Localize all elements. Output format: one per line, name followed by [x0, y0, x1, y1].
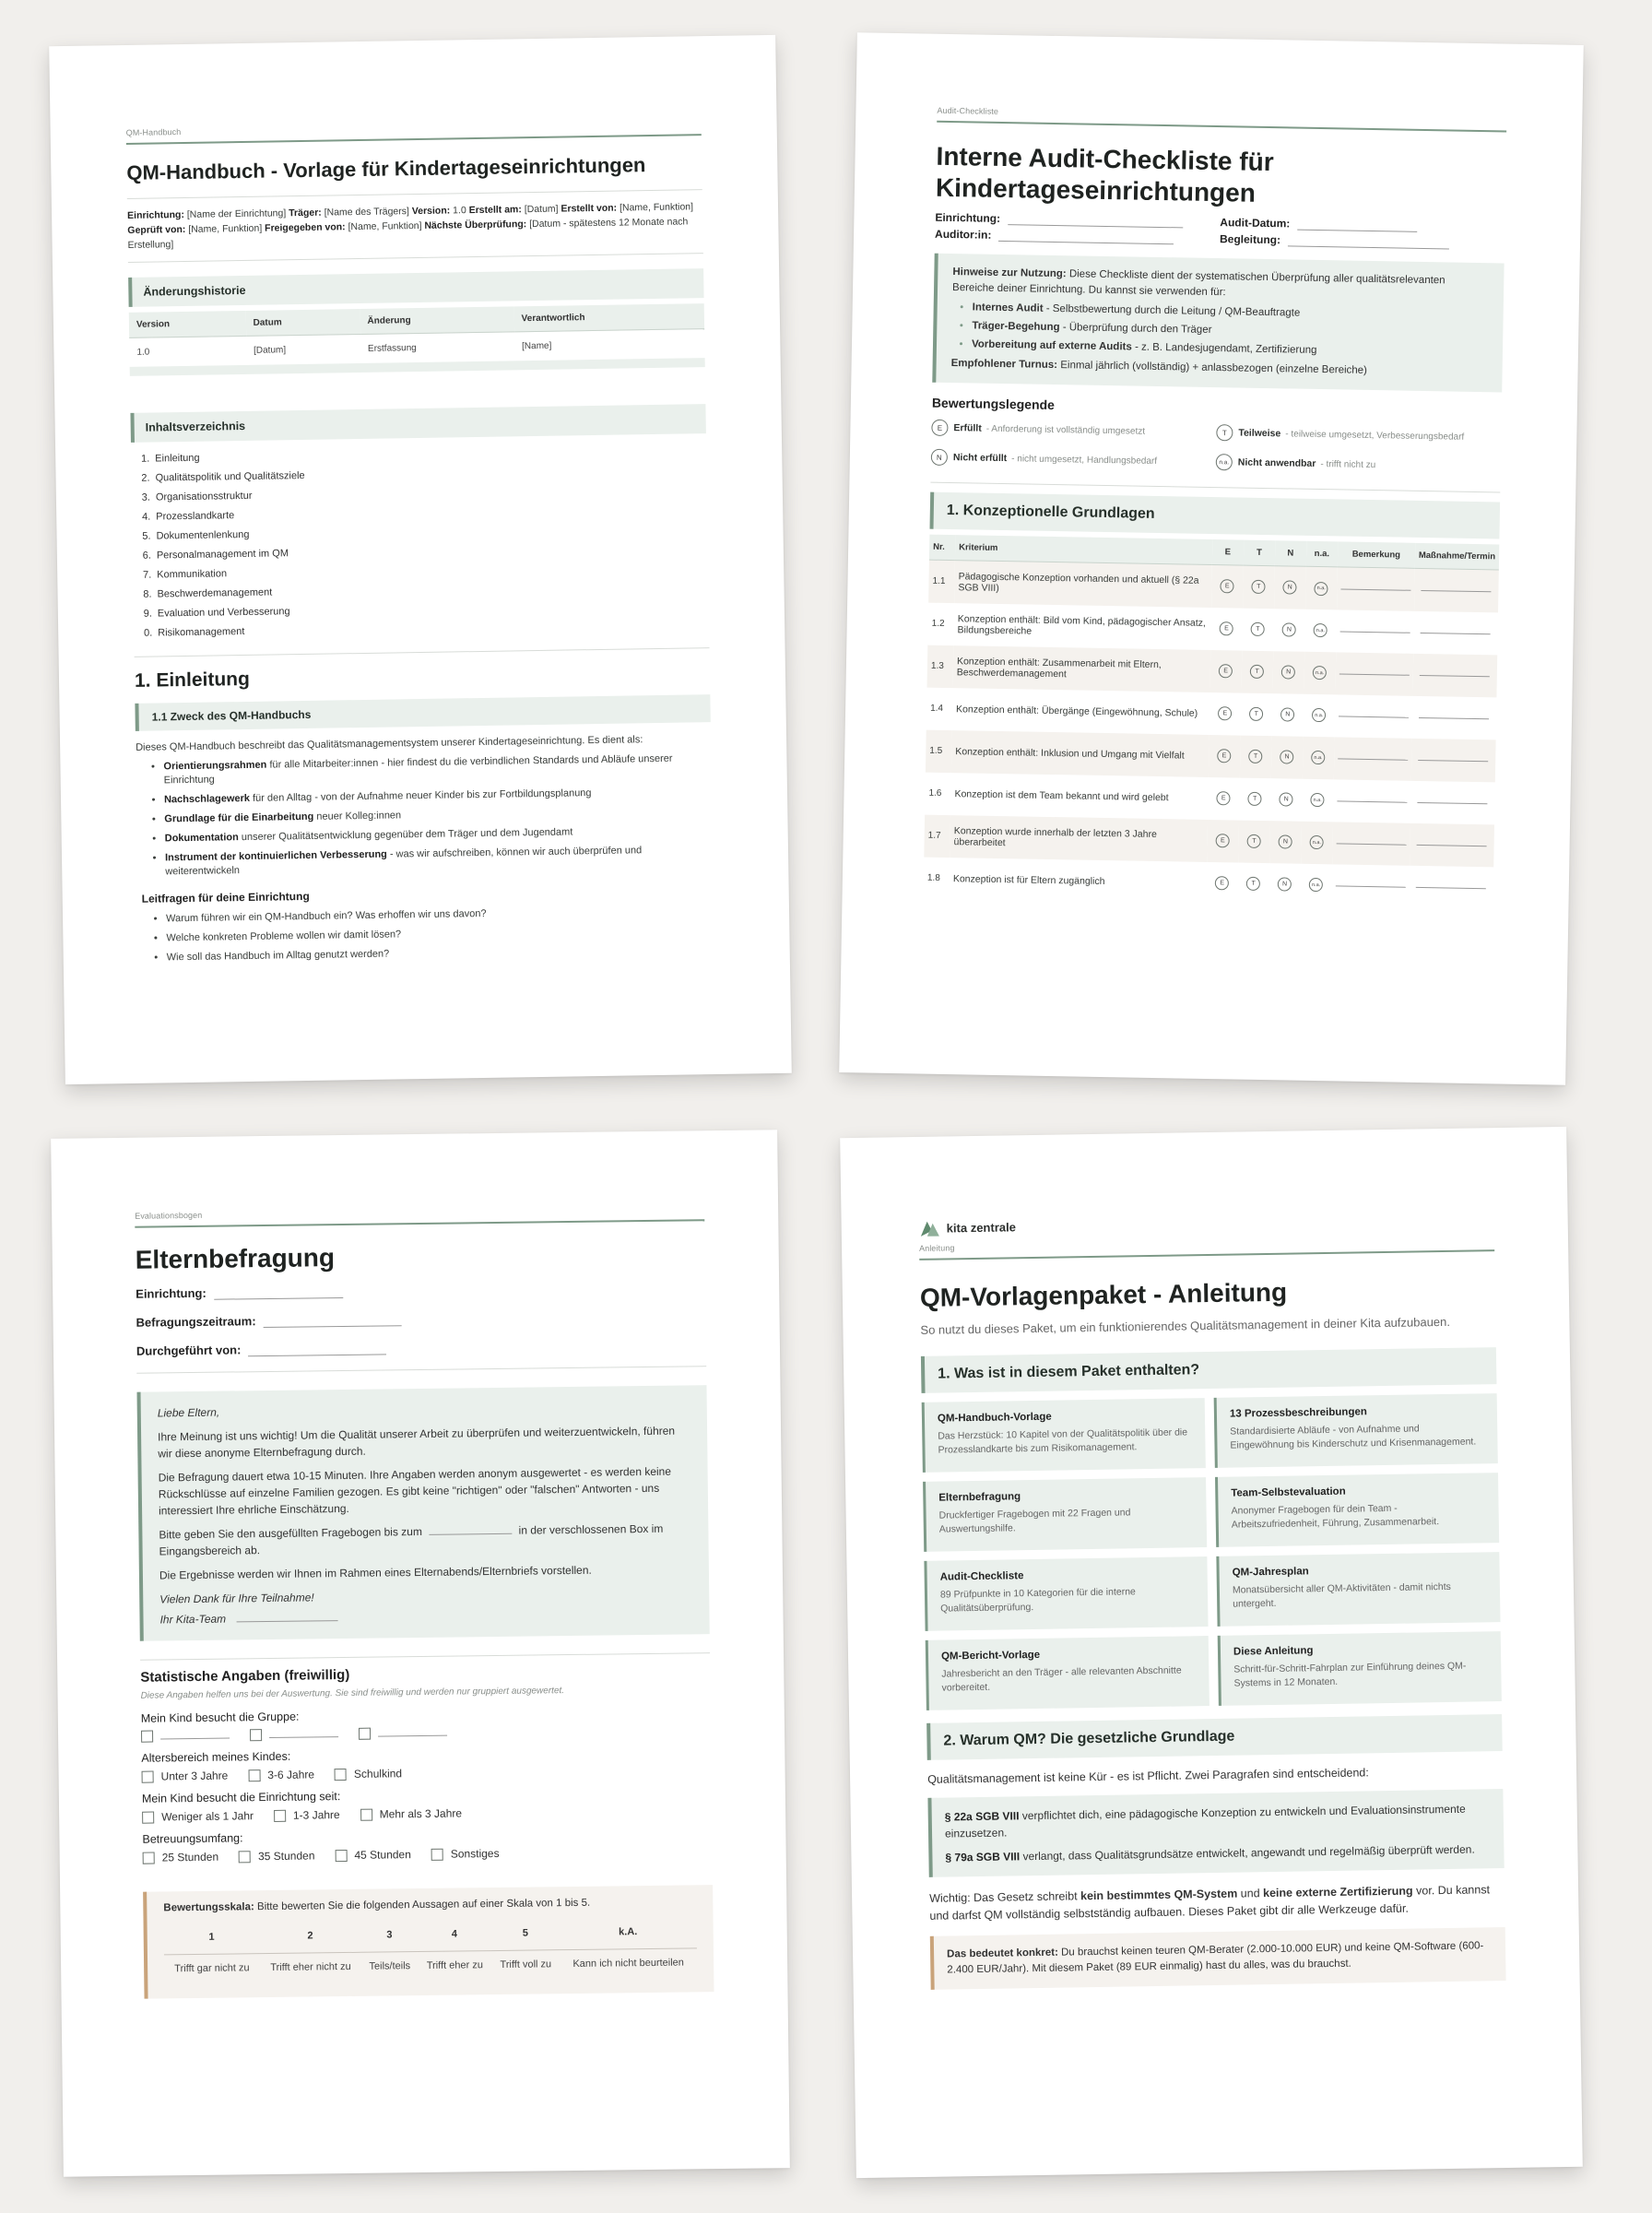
header-rule	[135, 1219, 704, 1228]
table-row: 1.0 [Datum] Erstfassung [Name]	[136, 340, 552, 358]
table-of-contents	[135, 444, 709, 647]
page-title: Interne Audit-Checkliste für Kindertageseinrichtungen	[935, 141, 1274, 207]
divider	[127, 189, 702, 199]
rating-e[interactable]: E	[1218, 706, 1232, 720]
rating-na[interactable]: n.a.	[1315, 581, 1328, 595]
checkbox[interactable]	[141, 1731, 153, 1743]
blank-line[interactable]	[1288, 233, 1449, 249]
field-einrichtung: Einrichtung:	[136, 1280, 705, 1301]
rating-scale: Bewertungsskala: Bitte bewerten Sie die folgenden Aussagen auf einer Skala von 1 bis 5. 1 2 3 4 5 k.A. Trifft gar nicht zu Trifft eher nicht zu Teils/teils Trifft eher zu Trifft voll zu Kann ich nicht beurteilen	[143, 1885, 714, 1999]
question-age: Altersbereich meines Kindes:	[141, 1749, 291, 1765]
option[interactable]: 35 Stunden	[239, 1849, 315, 1863]
field-auditor: Auditor:in:	[935, 228, 1220, 245]
content-card: QM-Handbuch-Vorlage Das Herzstück: 10 Kapitel von der Qualitätspolitik über die Prozesslandkarte bis zum Risikomanagement.	[922, 1398, 1206, 1473]
table-header: N	[1275, 540, 1306, 566]
remark-line[interactable]	[1336, 842, 1406, 845]
checkbox[interactable]	[431, 1848, 443, 1860]
purpose-list	[163, 751, 713, 879]
table-row: 1.3 Konzeption enthält: Zusammenarbeit mit Eltern, Beschwerdemanagement E T N n.a.	[927, 645, 1498, 697]
table-row: 1.6 Konzeption ist dem Team bekannt und wird gelebt E T N n.a.	[925, 772, 1495, 824]
scale-label: Trifft voll zu	[500, 1959, 552, 1970]
toc-item[interactable]: 0. Risikomanagement	[143, 626, 245, 639]
list-item: • Orientierungsrahmen für alle Mitarbeiter:innen - hier findest du die verbindlichen Standards und Abläufe unserer Einrichtung	[163, 751, 711, 787]
blank-line[interactable]	[160, 1733, 230, 1739]
divider	[140, 1652, 710, 1661]
option[interactable]: 1-3 Jahre	[274, 1808, 340, 1822]
stat-hint: Diese Angaben helfen uns bei der Auswertung. Sie sind freiwillig und werden nur gruppiert ausgewertet.	[140, 1686, 565, 1701]
age-options	[142, 1763, 712, 1783]
subsection-heading: 1.1 Zweck des QM-Handbuchs	[135, 694, 710, 731]
toc-item[interactable]: 2. Qualitätspolitik und Qualitätsziele	[141, 469, 305, 484]
measure-line[interactable]	[1417, 843, 1487, 846]
rating-na[interactable]: n.a.	[1313, 666, 1327, 680]
section-heading: 1. Was ist in diesem Paket enthalten?	[921, 1347, 1497, 1393]
table-header: Maßnahme/Termin	[1415, 543, 1500, 570]
content-card: 13 Prozessbeschreibungen Standardisierte Abläufe - von Aufnahme und Eingewöhnung bis Kinderschutz und Krisenmanagement.	[1214, 1393, 1498, 1468]
toc-heading: Inhaltsverzeichnis	[130, 404, 705, 443]
scale-label: Teils/teils	[369, 1960, 411, 1972]
field-zeitraum: Befragungszeitraum:	[136, 1308, 706, 1330]
option[interactable]: 25 Stunden	[143, 1851, 219, 1864]
table-header: Kriterium	[955, 535, 1212, 564]
toc-item[interactable]: 4. Prozesslandkarte	[141, 510, 235, 523]
scale-label: Kann ich nicht beurteilen	[572, 1957, 684, 1970]
blank-line[interactable]	[214, 1287, 343, 1300]
scale-table	[164, 1920, 698, 1983]
toc-item[interactable]: 6. Personalmanagement im QM	[142, 548, 289, 562]
rating-t[interactable]: T	[1248, 750, 1262, 763]
checkbox[interactable]	[335, 1768, 347, 1780]
concrete-box: Das bedeutet konkret: Du brauchst keinen teuren QM-Berater (2.000-10.000 EUR) und keine QM-Software (600-2.400 EUR/Jahr). Mit diesem Paket (89 EUR einmalig) hast du alles, was du brauchst.	[930, 1927, 1506, 1990]
list-item: • Dokumentation unserer Qualitätsentwicklung gegenüber dem Träger und dem Jugendamt	[165, 823, 713, 846]
brand-logo: kita zentrale	[919, 1209, 1494, 1238]
table-header: Verantwortlich	[513, 303, 704, 332]
table-header: n.a.	[1306, 541, 1338, 567]
measure-line[interactable]	[1419, 716, 1489, 718]
table-header: Nr.	[929, 535, 955, 561]
measure-line[interactable]	[1419, 758, 1489, 761]
page-anleitung	[840, 1127, 1583, 2178]
rating-t[interactable]: T	[1247, 834, 1261, 848]
rating-na[interactable]: n.a.	[1310, 835, 1324, 849]
legend-item: T Teilweise - teilweise umgesetzt, Verbesserungsbedarf	[1216, 424, 1501, 445]
blank-line[interactable]	[998, 229, 1174, 244]
checkbox[interactable]	[142, 1770, 154, 1782]
document-meta: Einrichtung: [Name der Einrichtung] Träger: [Name des Trägers] Version: 1.0 Erstellt am: [Datum] Erstellt von: [Name, Funktion] Geprüft von: [Name, Funktion] Freigegeben von: [Name, Funktion] Nächste Überprüfung: [Datum - spätestens 12 Monate nach Erstellung]	[127, 201, 694, 251]
remark-line[interactable]	[1340, 587, 1410, 590]
measure-line[interactable]	[1418, 800, 1488, 803]
list-item: • Welche konkreten Probleme wollen wir damit lösen?	[166, 923, 714, 945]
rating-na[interactable]: n.a.	[1314, 623, 1328, 637]
page-subtitle: So nutzt du dieses Paket, um ein funktionierendes Qualitätsmanagement in deiner Kita aufzubauen.	[920, 1314, 1451, 1337]
table-header: Version	[129, 311, 246, 337]
blank-line[interactable]	[429, 1525, 512, 1535]
page-audit-checklist	[839, 32, 1584, 1085]
important-text: Wichtig: Das Gesetz schreibt kein bestimmtes QM-System und keine externe Zertifizierung vor. Du kannst und darfst QM vollständig selbstständig aufbauen. Dieses Paket gibt dir alle Werkzeuge dafür.	[929, 1883, 1491, 1923]
scale-label: Trifft eher nicht zu	[270, 1960, 351, 1974]
history-heading: Änderungshistorie	[128, 268, 703, 307]
toc-item[interactable]: 3. Organisationsstruktur	[141, 490, 253, 503]
list-item: • Warum führen wir ein QM-Handbuch ein? Was erhoffen wir uns davon?	[166, 904, 714, 926]
stat-heading: Statistische Angaben (freiwillig)	[140, 1666, 350, 1686]
measure-line[interactable]	[1420, 673, 1490, 676]
legend-item: N Nicht erfüllt - nicht umgesetzt, Handlungsbedarf	[931, 449, 1216, 470]
content-card: QM-Bericht-Vorlage Jahresbericht an den Träger - alle relevanten Abschnitte vorbereitet.	[926, 1636, 1210, 1710]
field-einrichtung: Einrichtung:	[935, 211, 1220, 229]
rating-na[interactable]: n.a.	[1309, 878, 1323, 892]
question-since: Mein Kind besucht die Einrichtung seit:	[141, 1790, 341, 1805]
question-group: Mein Kind besucht die Gruppe:	[140, 1710, 300, 1725]
rating-e[interactable]: E	[1217, 749, 1231, 763]
remark-line[interactable]	[1338, 757, 1408, 760]
scale-label: Trifft gar nicht zu	[174, 1962, 250, 1975]
option[interactable]: 3-6 Jahre	[248, 1768, 314, 1781]
table-header: Änderung	[360, 306, 514, 334]
option[interactable]: Schulkind	[335, 1767, 402, 1781]
page-title: Elternbefragung	[135, 1243, 336, 1274]
group-options	[141, 1723, 711, 1743]
blank-line[interactable]	[269, 1732, 338, 1738]
section-heading: 2. Warum QM? Die gesetzliche Grundlage	[926, 1714, 1503, 1760]
scale-head: 3	[361, 1923, 418, 1952]
blank-line[interactable]	[378, 1730, 447, 1736]
page-header-label: Anleitung	[919, 1243, 955, 1253]
option[interactable]: Unter 3 Jahre	[142, 1769, 229, 1783]
rating-e[interactable]: E	[1217, 791, 1231, 805]
rating-t[interactable]: T	[1248, 792, 1262, 806]
content-card: Audit-Checkliste 89 Prüfpunkte in 10 Kategorien für die interne Qualitätsüberprüfung.	[924, 1556, 1208, 1631]
legend-item: n.a. Nicht anwendbar - trifft nicht zu	[1216, 454, 1501, 475]
table-row: 1.2 Konzeption enthält: Bild vom Kind, pädagogischer Ansatz, Bildungsbereiche E T N n.a.	[927, 602, 1498, 655]
remark-line[interactable]	[1336, 884, 1406, 887]
measure-line[interactable]	[1416, 885, 1486, 888]
logo-icon	[919, 1218, 941, 1238]
rating-na[interactable]: n.a.	[1311, 751, 1325, 764]
remark-line[interactable]	[1339, 672, 1410, 675]
rating-n[interactable]: N	[1283, 581, 1297, 595]
content-card: QM-Jahresplan Monatsübersicht aller QM-Aktivitäten - damit nichts untergeht.	[1216, 1552, 1500, 1627]
legend-title: Bewertungslegende	[931, 395, 1056, 413]
toc-item[interactable]: 8. Beschwerdemanagement	[143, 586, 273, 600]
rating-n[interactable]: N	[1279, 834, 1292, 848]
rating-t[interactable]: T	[1252, 580, 1266, 594]
list-item: • Internes Audit - Selbstbewertung durch die Leitung / QM-Beauftragte	[973, 300, 1489, 325]
hours-options	[143, 1844, 713, 1864]
legal-intro: Qualitätsmanagement ist keine Kür - es ist Pflicht. Zwei Paragrafen sind entscheidend:	[927, 1766, 1369, 1786]
list-item: • Instrument der kontinuierlichen Verbesserung - was wir aufschreiben, können wir auch überprüfen und weiterentwickeln	[165, 843, 713, 879]
rating-t[interactable]: T	[1250, 665, 1264, 679]
blank-line[interactable]	[1008, 212, 1183, 228]
checkbox[interactable]	[142, 1811, 154, 1823]
rating-na[interactable]: n.a.	[1312, 708, 1326, 722]
remark-line[interactable]	[1339, 715, 1409, 717]
table-header: Bemerkung	[1338, 541, 1415, 568]
checkbox[interactable]	[274, 1809, 286, 1821]
rating-e[interactable]: E	[1221, 579, 1234, 593]
legend-item: E Erfüllt - Anforderung ist vollständig umgesetzt	[931, 420, 1216, 441]
content-card: Elternbefragung Druckfertiger Fragebogen mit 22 Fragen und Auswertungshilfe.	[923, 1477, 1207, 1552]
divider	[135, 647, 710, 657]
checkbox[interactable]	[360, 1808, 372, 1820]
scale-label: Trifft eher zu	[426, 1959, 484, 1971]
checkbox[interactable]	[335, 1849, 347, 1861]
page-qm-handbuch	[49, 35, 792, 1084]
legal-box: § 22a SGB VIII verpflichtet dich, eine pädagogische Konzeption zu entwickeln und Evaluationsinstrumente einzusetzen. § 79a SGB VIII verlangt, dass Qualitätsgrundsätze entwickelt, angewandt und regelmäßig überprüft werden.	[927, 1789, 1504, 1877]
toc-item[interactable]: 9. Evaluation und Verbesserung	[143, 606, 290, 620]
table-row: 1.7 Konzeption wurde innerhalb der letzten 3 Jahre überarbeitet E T N n.a.	[924, 814, 1494, 867]
checkbox[interactable]	[248, 1769, 260, 1781]
page-header-label: Audit-Checkliste	[937, 105, 999, 116]
blank-line[interactable]	[264, 1315, 402, 1328]
rating-legend	[931, 420, 1502, 476]
rating-n[interactable]: N	[1281, 665, 1295, 679]
list-item: • Vorbereitung auf externe Audits - z. B. Landesjugendamt, Zertifizierung	[972, 337, 1488, 361]
blank-line[interactable]	[248, 1343, 386, 1356]
page-header-label: QM-Handbuch	[125, 127, 182, 137]
guide-list	[166, 904, 714, 964]
toc-item[interactable]: 5. Dokumentenlenkung	[142, 528, 250, 542]
blank-line[interactable]	[1297, 218, 1417, 232]
list-item: • Grundlage für die Einarbeitung neuer Kolleg:innen	[164, 804, 712, 826]
table-row: 1.8 Konzeption ist für Eltern zugänglich E T N n.a.	[924, 857, 1494, 909]
list-item: • Träger-Begehung - Überprüfung durch den Träger	[972, 318, 1488, 343]
parent-letter: Liebe Eltern, Ihre Meinung ist uns wichtig! Um die Qualität unserer Arbeit zu überprüfen und weiterzuentwickeln, führen wir diese anonyme Elternbefragung durch. Die Befragung dauert etwa 10-15 Minuten. Ihre Angaben werden anonym ausgewertet - es werden keine Rückschlüsse auf einzelne Familien gezogen. Es gibt keine "richtigen" oder "falschen" Antworten - uns interessiert Ihre ehrliche Einschätzung. Bitte geben Sie den ausgefüllten Fragebogen bis zum in der verschlossenen Box im Eingangsbereich ab. Die Ergebnisse werden wir Ihnen im Rahmen eines Elternabends/Elternbriefs vorstellen. Vielen Dank für Ihre Teilnahme! Ihr Kita-Team	[137, 1385, 710, 1641]
field-begleitung: Begleitung:	[1220, 232, 1504, 250]
content-card: Diese Anleitung Schritt-für-Schritt-Fahrplan zur Einführung deines QM-Systems in 12 Monaten.	[1218, 1631, 1502, 1706]
scale-head: 1	[164, 1925, 260, 1955]
measure-line[interactable]	[1421, 631, 1491, 633]
table-header: Datum	[245, 309, 360, 336]
rating-e[interactable]: E	[1220, 621, 1233, 635]
divider	[930, 482, 1500, 493]
divider	[128, 253, 703, 263]
checkbox[interactable]	[359, 1728, 371, 1740]
audit-table	[924, 535, 1500, 909]
checkbox[interactable]	[250, 1729, 262, 1741]
question-hours: Betreuungsumfang:	[142, 1831, 243, 1846]
intro-text: Dieses QM-Handbuch beschreibt das Qualitätsmanagementsystem unserer Kindertageseinrichtung. Es dient als:	[136, 734, 643, 753]
rating-e[interactable]: E	[1215, 876, 1229, 890]
checkbox[interactable]	[239, 1851, 251, 1863]
rating-t[interactable]: T	[1249, 707, 1263, 721]
rating-t[interactable]: T	[1251, 622, 1265, 636]
rating-n[interactable]: N	[1280, 750, 1293, 763]
scale-head: 2	[259, 1924, 361, 1954]
content-card: Team-Selbstevaluation Anonymer Fragebogen für dein Team - Arbeitszufriedenheit, Führung, Zusammenarbeit.	[1215, 1473, 1499, 1547]
measure-line[interactable]	[1422, 589, 1492, 592]
section-heading: 1. Konzeptionelle Grundlagen	[930, 492, 1501, 539]
option[interactable]: Mehr als 3 Jahre	[360, 1806, 463, 1820]
field-durchgefuehrt: Durchgeführt von:	[136, 1337, 706, 1358]
list-item: • Nachschlagewerk für den Alltag - von der Aufnahme neuer Kinder bis zur Fortbildungsplanung	[164, 785, 712, 807]
since-options	[142, 1804, 712, 1824]
remark-line[interactable]	[1339, 630, 1410, 633]
page-elternbefragung	[51, 1130, 790, 2177]
table-header: E	[1212, 539, 1244, 565]
page-header-label: Evaluationsbogen	[135, 1210, 203, 1221]
scale-head: k.A.	[560, 1920, 697, 1949]
table-row: 1.5 Konzeption enthält: Inklusion und Umgang mit Vielfalt E T N n.a.	[926, 729, 1496, 782]
section-title: 1. Einleitung	[134, 668, 251, 692]
table-row: 1.1 Pädagogische Konzeption vorhanden und aktuell (§ 22a SGB VIII) E T N n.a.	[928, 560, 1499, 612]
rating-na[interactable]: n.a.	[1311, 793, 1325, 807]
field-audit-datum: Audit-Datum:	[1220, 216, 1504, 233]
list-item: • Wie soll das Handbuch im Alltag genutzt werden?	[167, 942, 714, 964]
rating-t[interactable]: T	[1246, 877, 1260, 891]
option[interactable]: Weniger als 1 Jahr	[142, 1809, 254, 1823]
toc-item[interactable]: 7. Kommunikation	[142, 568, 228, 581]
rating-n[interactable]: N	[1280, 792, 1293, 806]
page-title: QM-Vorlagenpaket - Anleitung	[919, 1277, 1288, 1312]
option[interactable]: Sonstiges	[431, 1847, 500, 1861]
rating-n[interactable]: N	[1280, 707, 1294, 721]
page-title: QM-Handbuch - Vorlage für Kindertageseinrichtungen	[126, 153, 646, 184]
rating-e[interactable]: E	[1216, 834, 1230, 847]
usage-note: Hinweise zur Nutzung: Diese Checkliste dient der systematischen Überprüfung aller qualitätsrelevanten Bereiche deiner Einrichtung. Du kannst sie verwenden für: • Internes Audit - Selbstbewertung durch die Leitung / QM-Beauftragte • Träger-Begehung - Überprüfung durch den Träger • Vorbereitung auf externe Audits - z. B. Landesjugendamt, Zertifizierung Empfohlener Turnus: Einmal jährlich (vollständig) + anlassbezogen (einzelne Bereiche)	[932, 254, 1504, 393]
checkbox[interactable]	[143, 1852, 155, 1864]
divider	[136, 1366, 706, 1374]
scale-head: 5	[491, 1922, 560, 1950]
package-contents	[922, 1393, 1502, 1710]
history-table	[129, 303, 705, 367]
table-header: T	[1244, 540, 1275, 566]
blank-line[interactable]	[236, 1612, 337, 1622]
guide-heading: Leitfragen für deine Einrichtung	[141, 889, 310, 905]
option[interactable]: 45 Stunden	[335, 1848, 411, 1862]
rating-n[interactable]: N	[1278, 877, 1292, 891]
rating-e[interactable]: E	[1219, 664, 1233, 678]
toc-item[interactable]: 1. Einleitung	[140, 452, 200, 465]
scale-head: 4	[418, 1923, 492, 1951]
table-row: 1.4 Konzeption enthält: Übergänge (Eingewöhnung, Schule) E T N n.a.	[926, 687, 1497, 740]
rating-n[interactable]: N	[1282, 622, 1296, 636]
remark-line[interactable]	[1337, 799, 1407, 802]
